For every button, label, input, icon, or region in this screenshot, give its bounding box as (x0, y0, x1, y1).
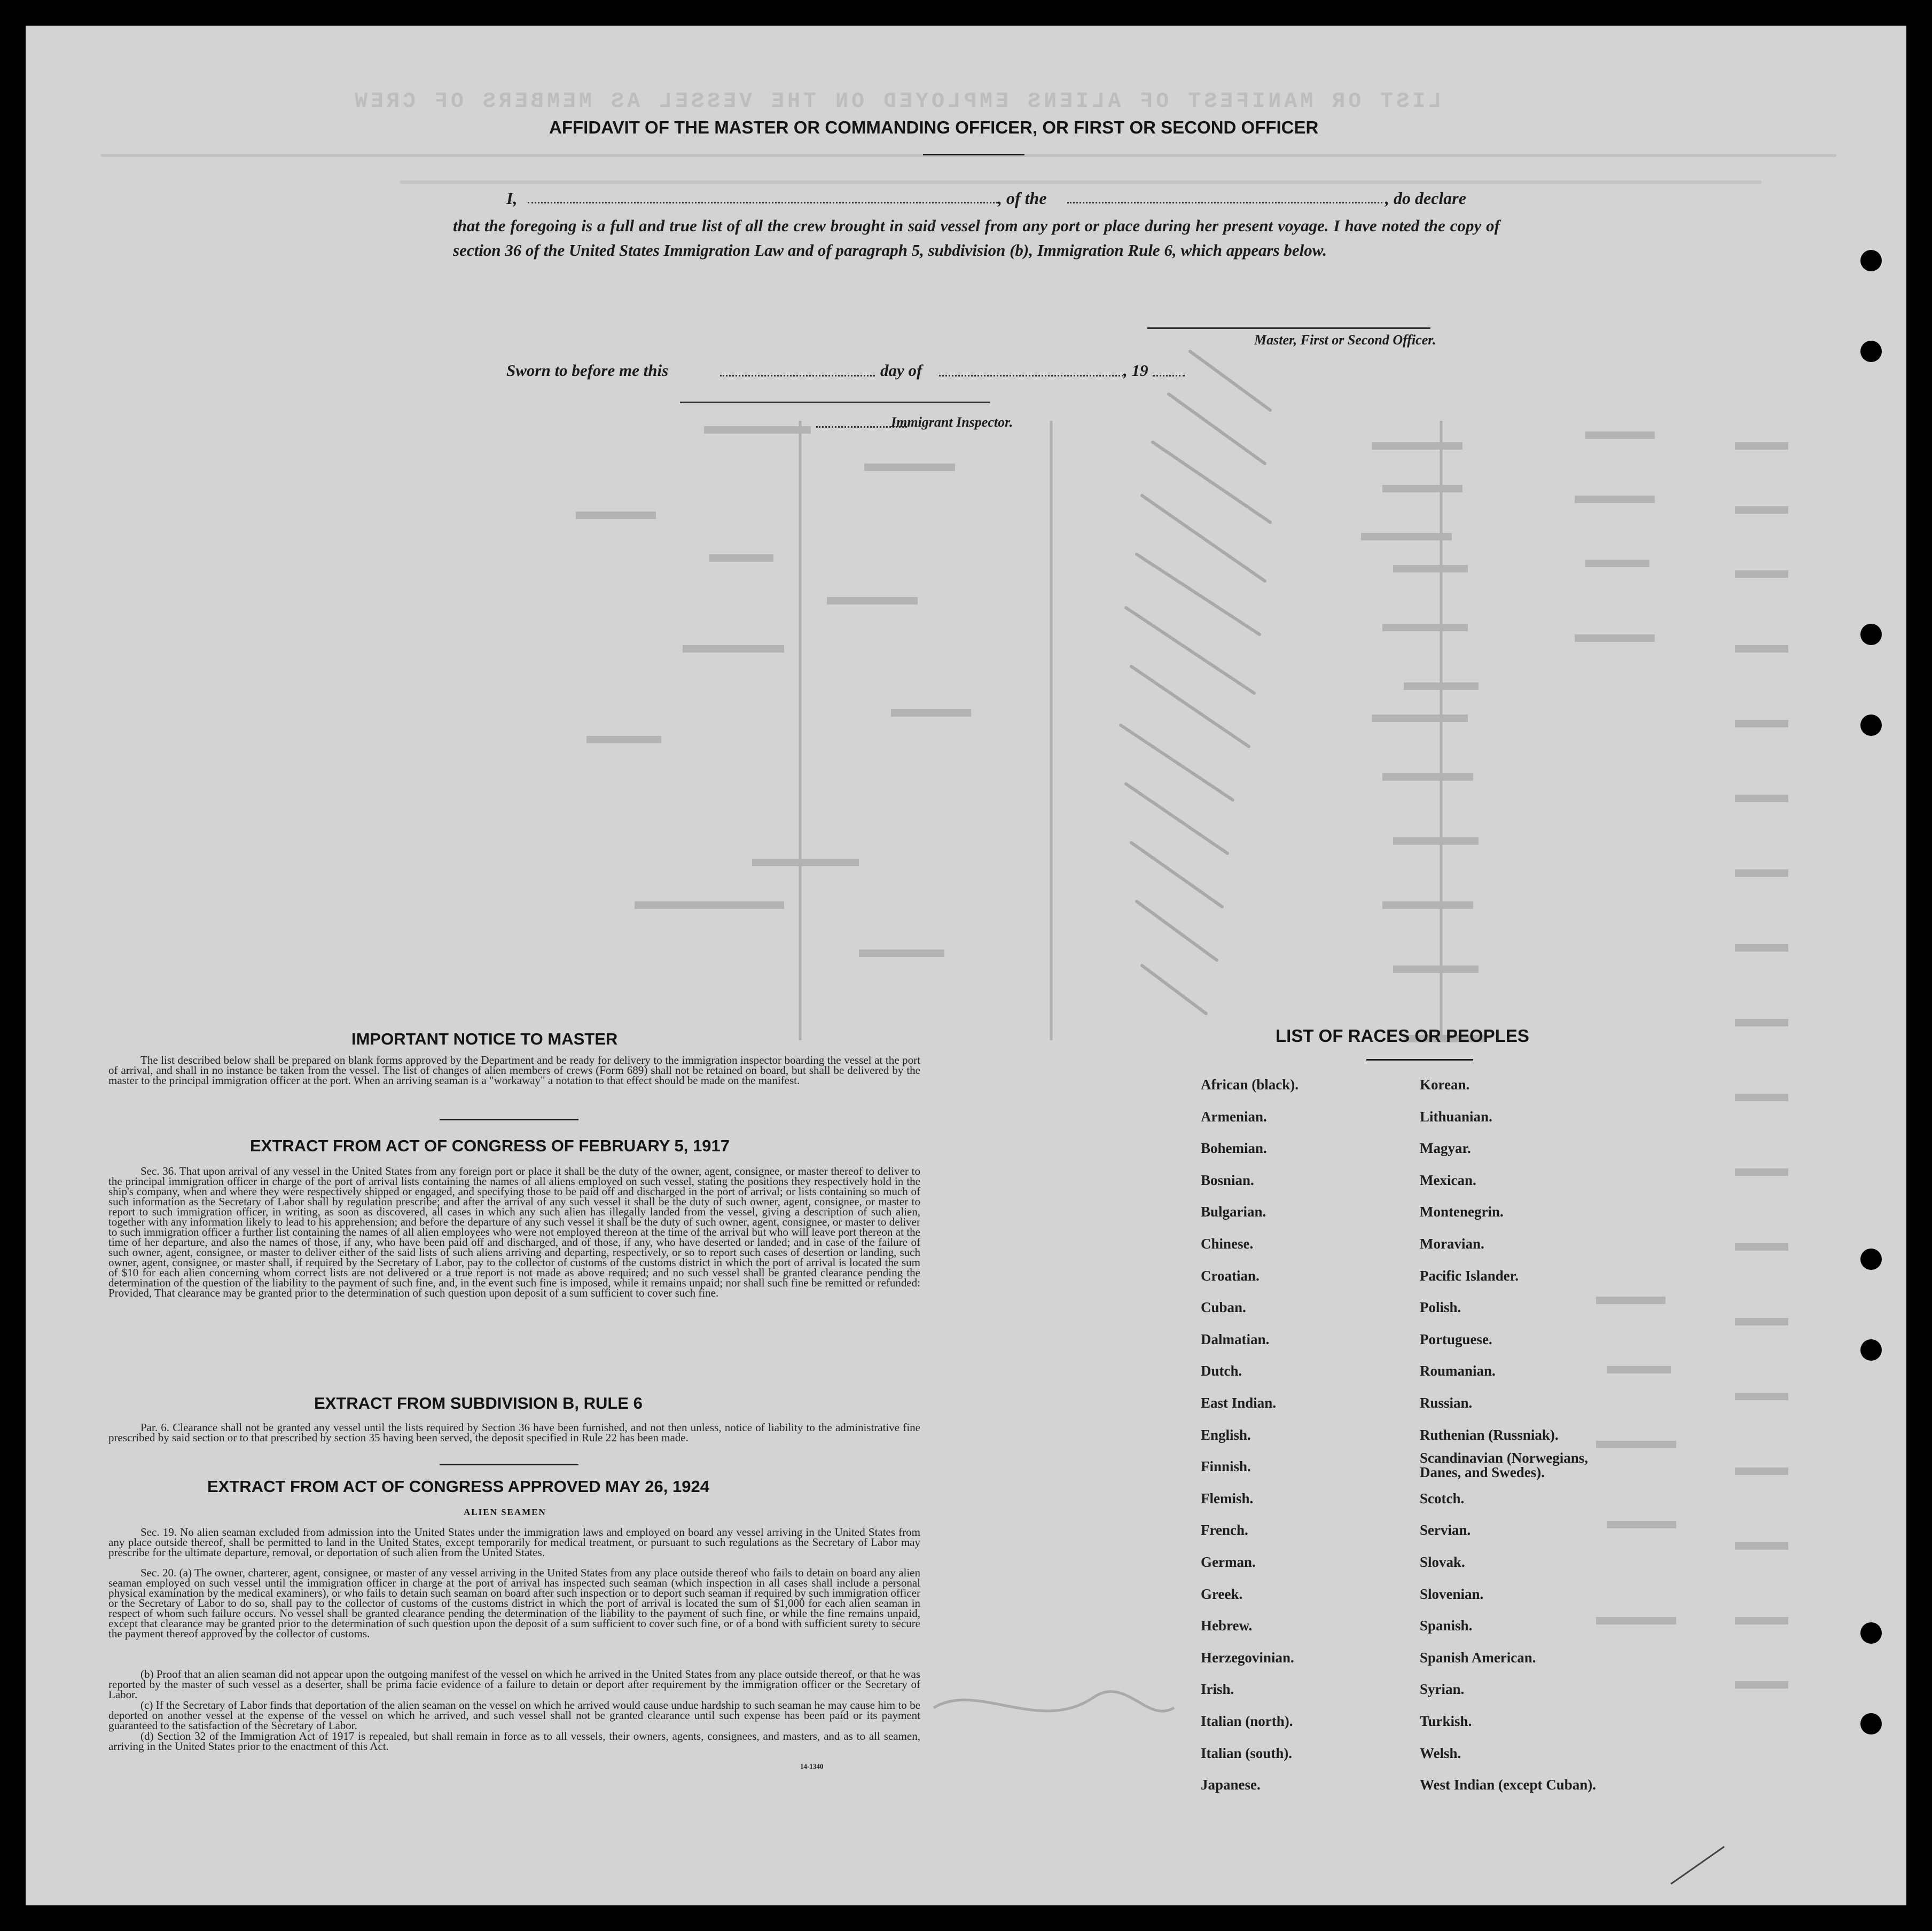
punch-hole (1860, 1249, 1882, 1270)
extract-1924-sec20d: (d) Section 32 of the Immigration Act of 1917 is repealed, but shall remain in force as to all vessels, their owners, agents, consignees, and masters, and as to all seamen, arriving in the United States prior to the enactment of this Act. (108, 1730, 920, 1753)
document-page (26, 26, 1906, 1905)
punch-hole (1860, 1713, 1882, 1734)
extract-1924-sec19: Sec. 19. No alien seaman excluded from admission into the United States under the immigration laws and employed on board any vessel arriving in the United States from any place outside thereof, shall be permitted to land in the United States, except temporarily for medical treatment, or pursuant to such regulations as the Secretary of Labor may prescribe for the ultimate departure, removal, or deportation of such alien from the United States. (108, 1526, 920, 1559)
race-item: Spanish American. (1420, 1649, 1536, 1666)
race-item: Pacific Islander. (1420, 1267, 1519, 1284)
race-item: Hebrew. (1201, 1618, 1253, 1634)
race-item: Lithuanian. (1420, 1108, 1492, 1125)
race-item: Italian (north). (1201, 1713, 1293, 1729)
year-label: , 19 (1123, 361, 1148, 380)
master-signature-field[interactable] (1147, 327, 1430, 329)
race-item: French. (1201, 1522, 1248, 1538)
day-of-label: day of (880, 361, 922, 380)
subdivision-divider (440, 1464, 578, 1465)
inspector-label: Immigrant Inspector. (891, 414, 1013, 430)
race-item: Bohemian. (1201, 1140, 1267, 1157)
race-item: African (black). (1201, 1077, 1299, 1093)
race-item: Servian. (1420, 1522, 1471, 1538)
race-item: West Indian (except Cuban). (1420, 1777, 1597, 1793)
race-item: English. (1201, 1426, 1251, 1443)
race-item: Scotch. (1420, 1490, 1465, 1506)
affidavit-i-label: I, (506, 189, 518, 208)
sworn-label: Sworn to before me this (506, 361, 669, 380)
race-item: Cuban. (1201, 1299, 1246, 1316)
punch-hole (1860, 250, 1882, 271)
race-item: Finnish. (1201, 1458, 1251, 1475)
extract-1924-sec20b: (b) Proof that an alien seaman did not appear upon the outgoing manifest of the vessel on which he arrived in the United States from any place outside thereof, or that he was reported by the master of such vessel as a deserter, shall be prima facie evidence of a failure to detain or deport after requirement by the immigration officer or the Secretary of Labor. (108, 1668, 920, 1701)
race-item: Bulgarian. (1201, 1204, 1266, 1220)
race-item: Scandinavian (Norwegians, Danes, and Swedes). (1420, 1450, 1589, 1481)
affidavit-name-field[interactable] (528, 202, 998, 203)
race-item: Syrian. (1420, 1681, 1465, 1698)
race-item: Mexican. (1420, 1172, 1476, 1188)
extract-1917-body: Sec. 36. That upon arrival of any vessel in the United States from any foreign port or place it shall be the duty of the owner, agent, consignee, or master thereof to deliver to the principal immigration officer in charge of the port of arrival lists containing the names of all aliens employed on such vessel, stating the positions they respectively hold in the ship's company, when and where they were respectively shipped or engaged, and specifying those to be paid off and discharged in the port of arrival; or lists containing so much of such information as the Secretary of Labor shall by regulation prescribe; and after the arrival of any such vessel it shall be the duty of such owner, agent, consignee, or master to report to such immigration officer, in writing, as soon as discovered, all cases in which any such alien has illegally landed from the vessel, giving a description of such alien, together with any information likely to lead to his apprehension; and before the departure of any such vessel it shall be the duty of such owner, agent, consignee, or master to deliver to such immigration officer a further list containing the names of all alien employees who were not employed thereon at the time of the arrival but who will leave port thereon at the time of her departure, and also the names of those, if any, who have been paid off and discharged, and of those, if any, who have deserted or landed; and in case of the failure of such owner, agent, consignee, or master to deliver either of the said lists of such aliens arriving and departing, respectively, or so to report such cases of desertion or landing, such owner, agent, consignee, or master shall, if required by the Secretary of Labor, pay to the collector of customs of the customs district in which the port of arrival is located the sum of $10 for each alien concerning whom correct lists are not delivered or a true report is not made as above required; and no such vessel shall be granted clearance pending the determination of the question of the liability to the payment of such fine, and, in the event such fine is imposed, while it remains unpaid; nor shall such fine be remitted or refunded: Provided, That clearance may be granted prior to the determination of such question upon deposit of a sum sufficient to cover such fine. (108, 1165, 920, 1299)
punch-hole (1860, 341, 1882, 362)
race-item: East Indian. (1201, 1395, 1277, 1411)
race-item: German. (1201, 1554, 1256, 1570)
race-item: Bosnian. (1201, 1172, 1254, 1188)
punch-hole (1860, 624, 1882, 645)
sworn-year-field[interactable] (1153, 375, 1185, 376)
race-item: Moravian. (1420, 1236, 1484, 1252)
notice-body: The list described below shall be prepared on blank forms approved by the Department and be ready for delivery to the immigration inspector boarding the vessel at the port of arrival, and shall in no instance be taken from the vessel. The list of changes of alien members of crews (Form 689) shall not be retained on board, but shall be delivered by the master to the principal immigration officer at the port. When an arriving seaman is a "workaway" a notation to that effect should be made on the manifest. (108, 1054, 920, 1087)
race-item: Flemish. (1201, 1490, 1254, 1506)
affidavit-declare-label: , do declare (1385, 189, 1466, 208)
sworn-day-field[interactable] (720, 375, 875, 376)
race-item: Italian (south). (1201, 1745, 1293, 1761)
extract-1917-title: EXTRACT FROM ACT OF CONGRESS OF FEBRUARY 5, 1917 (250, 1136, 730, 1155)
race-item: Ruthenian (Russniak). (1420, 1426, 1559, 1443)
extract-1924-sec20c: (c) If the Secretary of Labor finds that deportation of the alien seaman on the vessel on which he arrived would cause undue hardship to such seaman he may cause him to be deported on another vessel at the expense of the vessel on which he arrived, and such vessel shall not be granted clearance until such expense has been paid or its payment guaranteed to the satisfaction of the Secretary of Labor. (108, 1699, 920, 1732)
race-item: Croatian. (1201, 1267, 1260, 1284)
race-item: Dalmatian. (1201, 1331, 1270, 1347)
race-item: Montenegrin. (1420, 1204, 1504, 1220)
race-item: Irish. (1201, 1681, 1234, 1698)
race-item: Welsh. (1420, 1745, 1461, 1761)
form-number: 14-1340 (800, 1762, 824, 1770)
races-title: LIST OF RACES OR PEOPLES (1276, 1026, 1529, 1046)
affidavit-of-label: , of the (998, 189, 1047, 208)
race-item: Russian. (1420, 1395, 1473, 1411)
race-item: Magyar. (1420, 1140, 1471, 1157)
races-divider (1366, 1059, 1473, 1061)
master-signature-label: Master, First or Second Officer. (1254, 332, 1436, 348)
race-item: Turkish. (1420, 1713, 1472, 1729)
race-item: Herzegovinian. (1201, 1649, 1294, 1666)
race-item: Polish. (1420, 1299, 1461, 1316)
subdivision-body: Par. 6. Clearance shall not be granted any vessel until the lists required by Section 36 have been furnished, and not then unless, notice of liability to the administrative fine prescribed by said section or to that prescribed by section 35 having been served, the deposit specified in Rule 22 has been made. (108, 1421, 920, 1444)
affidavit-body: that the foregoing is a full and true list of all the crew brought in said vessel from any port or place during her present voyage. I have noted the copy of section 36 of the United States Immigration Law and of paragraph 5, subdivision (b), Immigration Rule 6, which appears below. (453, 216, 1500, 260)
punch-hole (1860, 715, 1882, 736)
alien-seamen-subtitle: ALIEN SEAMEN (464, 1507, 546, 1517)
bleed-through-header: LIST OR MANIFEST OF ALIENS EMPLOYED ON THE VESSEL AS MEMBERS OF CREW (351, 90, 1442, 114)
race-item: Korean. (1420, 1077, 1470, 1093)
sworn-month-field[interactable] (939, 375, 1123, 376)
race-item: Greek. (1201, 1585, 1243, 1602)
race-item: Slovenian. (1420, 1585, 1484, 1602)
notice-divider (440, 1119, 578, 1120)
race-item: Chinese. (1201, 1236, 1254, 1252)
race-item: Spanish. (1420, 1618, 1473, 1634)
race-item: Portuguese. (1420, 1331, 1492, 1347)
extract-1924-sec20a: Sec. 20. (a) The owner, charterer, agent, consignee, or master of any vessel arriving in the United States from any place outside thereof who fails to detain on board any alien seaman employed on such vessel until the immigration officer in charge at the port of arrival has inspected such seaman (which inspection in all cases shall include a personal physical examination by the medical examiners), or who fails to detain such seaman on board after such inspection or to deport such seaman if required by such immigration officer or the Secretary of Labor to do so, shall pay to the collector of customs of the customs district in which the port of arrival is located the sum of $1,000 for each alien seaman in respect of whom such failure occurs. No vessel shall be granted clearance pending the determination of the liability to the payment of such fine, or while the fine remains unpaid, except that clearance may be granted prior to the determination of such question upon the deposit of a sum sufficient to cover such fine, or of a bond with sufficient surety to secure the payment thereof approved by the collector of customs. (108, 1566, 920, 1640)
race-item: Roumanian. (1420, 1363, 1496, 1379)
affidavit-title: AFFIDAVIT OF THE MASTER OR COMMANDING OFFICER, OR FIRST OR SECOND OFFICER (549, 117, 1319, 137)
punch-hole (1860, 1622, 1882, 1644)
race-item: Armenian. (1201, 1108, 1267, 1125)
punch-hole (1860, 1339, 1882, 1361)
notice-title: IMPORTANT NOTICE TO MASTER (351, 1030, 618, 1048)
extract-1924-title: EXTRACT FROM ACT OF CONGRESS APPROVED MAY 26, 1924 (207, 1477, 709, 1496)
affidavit-vessel-field[interactable] (1067, 202, 1382, 203)
race-item: Slovak. (1420, 1554, 1465, 1570)
affidavit-divider (923, 154, 1024, 155)
subdivision-title: EXTRACT FROM SUBDIVISION B, RULE 6 (314, 1394, 643, 1412)
race-item: Dutch. (1201, 1363, 1242, 1379)
inspector-signature-field[interactable] (680, 402, 990, 403)
race-item: Japanese. (1201, 1777, 1261, 1793)
